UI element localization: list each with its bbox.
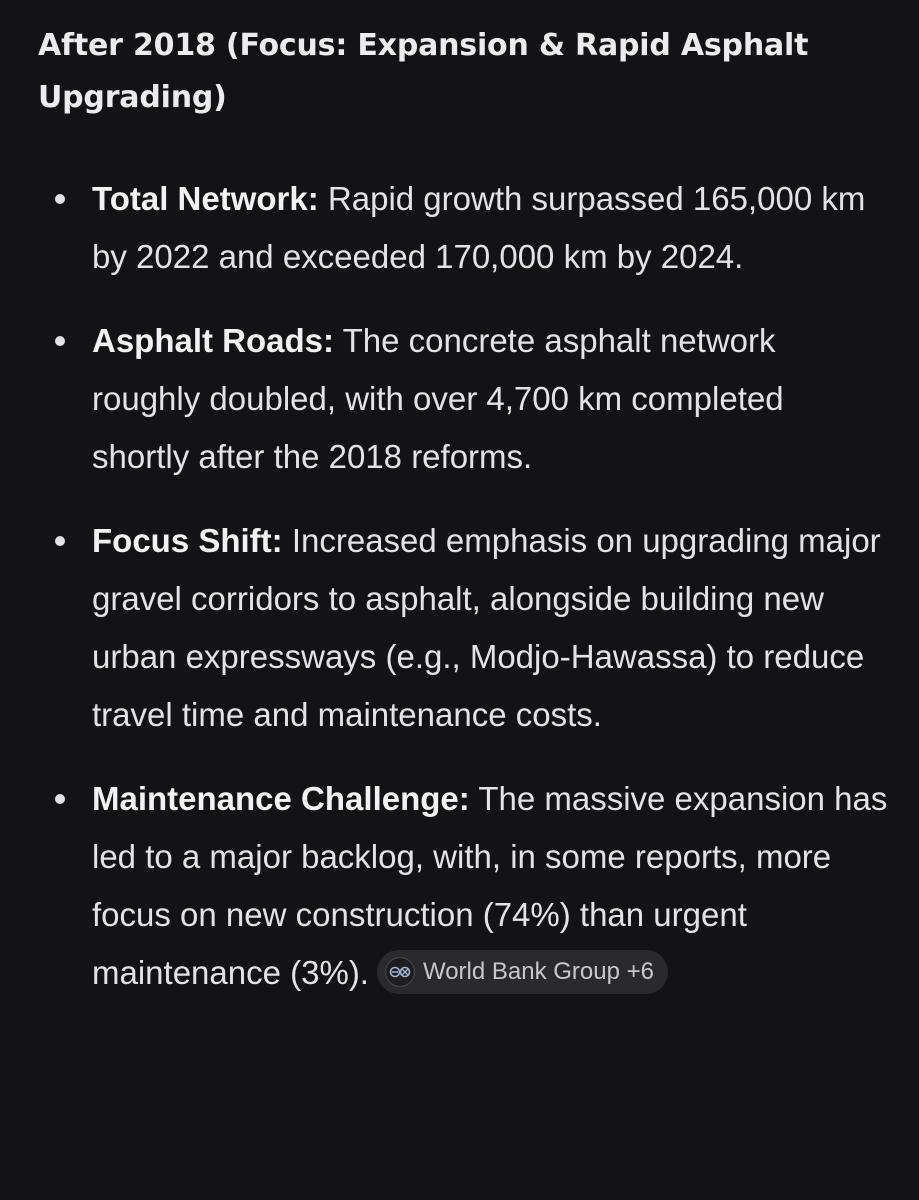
world-bank-logo-icon: [385, 957, 415, 987]
section-heading: After 2018 (Focus: Expansion & Rapid Asphalt Upgrading): [38, 28, 809, 115]
list-item: [38, 170, 888, 286]
source-chip-button[interactable]: [377, 950, 668, 994]
list-item-text: Increased emphasis on upgrading major gravel corridors to asphalt, alongside building new urban expressways (e.g., Modjo-Hawassa) to reduce travel time and maintenance costs.: [92, 522, 881, 733]
list-item: [38, 312, 888, 486]
list-item: [38, 770, 888, 1002]
source-chip-label: World Bank Group +6: [422, 958, 654, 986]
response-section: [38, 20, 888, 1002]
list-item-text: Rapid growth surpassed 165,000 km by 2022 and exceeded 170,000 km by 2024.: [92, 180, 866, 275]
list-item-title: Asphalt Roads:: [92, 322, 335, 359]
bullet-icon: [55, 794, 65, 804]
bullet-icon: [55, 336, 65, 346]
bullet-icon: [55, 536, 65, 546]
list-item-title: Focus Shift:: [92, 522, 283, 559]
bullet-list: [38, 170, 888, 1002]
list-item-title: Maintenance Challenge:: [92, 780, 470, 817]
bullet-icon: [55, 194, 65, 204]
list-item-title: Total Network:: [92, 180, 319, 217]
list-item-text: The massive expansion has led to a major backlog, with, in some reports, more focus on new construction (74%) than urgent maintenance (3%).: [92, 780, 888, 991]
list-item-text: The concrete asphalt network roughly doubled, with over 4,700 km completed shortly after the 2018 reforms.: [92, 322, 784, 475]
list-item: [38, 512, 888, 744]
